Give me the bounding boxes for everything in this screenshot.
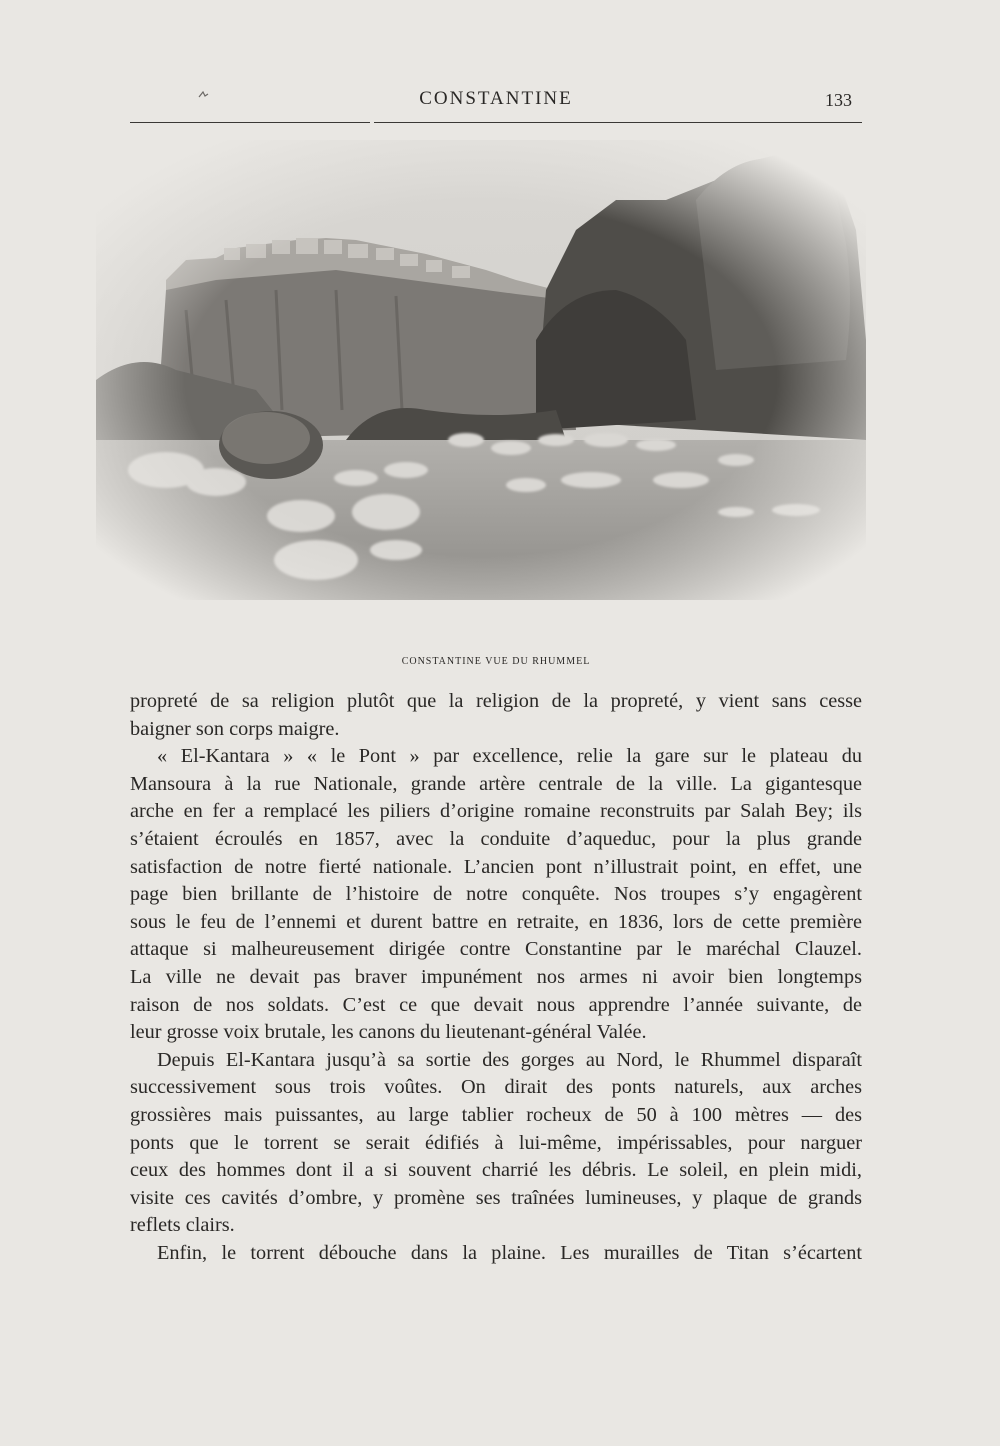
text-line: s’étaient écroulés en 1857, avec la conduite d’aqueduc, pour la plus grande	[130, 827, 862, 850]
text-line: ponts que le torrent se serait édifiés à lui-même, impérissables, pour narguer	[130, 1131, 862, 1154]
text-line: baigner son corps maigre.	[130, 717, 340, 740]
text-line: successivement sous trois voûtes. On dirait des ponts naturels, aux arches	[130, 1076, 862, 1099]
photograph-constantine-rhummel	[96, 140, 866, 600]
text-line: attaque si malheureusement dirigée contre Constantine par le maréchal Clauzel.	[130, 938, 862, 961]
text-line: Enfin, le torrent débouche dans la plaine. Les murailles de Titan s’écartent	[157, 1241, 862, 1264]
text-line: satisfaction de notre fierté nationale. L’ancien pont n’illustrait point, en effet, une	[130, 855, 862, 878]
text-line: raison de nos soldats. C’est ce que devait nous apprendre l’année suivante, de	[130, 993, 862, 1016]
text-line: reflets clairs.	[130, 1214, 235, 1237]
header-rule-left	[130, 122, 370, 123]
figure-caption: CONSTANTINE VUE DU RHUMMEL	[401, 656, 591, 667]
text-line: grossières mais puissantes, au large tablier rocheux de 50 à 100 mètres — des	[130, 1103, 862, 1126]
header-rule-right	[374, 122, 862, 123]
text-line: page bien brillante de l’histoire de notre conquête. Nos troupes s’y engagèrent	[130, 883, 862, 906]
text-line: sous le feu de l’ennemi et durent battre en retraite, en 1836, lors de cette première	[130, 910, 862, 933]
body-text	[130, 688, 862, 1267]
text-line: arche en fer a remplacé les piliers d’origine romaine reconstruits par Salah Bey; ils	[130, 800, 862, 823]
text-line: Depuis El-Kantara jusqu’à sa sortie des gorges au Nord, le Rhummel disparaît	[157, 1048, 862, 1071]
running-title: CONSTANTINE	[419, 88, 573, 109]
running-head	[130, 86, 862, 116]
text-line: La ville ne devait pas braver impunément nos armes ni avoir bien longtemps	[130, 965, 862, 988]
text-line: « El-Kantara » « le Pont » par excellence, relie la gare sur le plateau du	[157, 745, 862, 768]
text-line: visite ces cavités d’ombre, y promène ses traînées lumineuses, y plaque de grands	[130, 1186, 862, 1209]
text-line: ceux des hommes dont il a si souvent charrié les débris. Le soleil, en plein midi,	[130, 1159, 862, 1182]
page-number: 133	[825, 90, 852, 110]
text-line: propreté de sa religion plutôt que la religion de la propreté, y vient sans cesse	[130, 690, 862, 712]
text-line: leur grosse voix brutale, les canons du lieutenant-général Valée.	[130, 1021, 647, 1044]
text-line: Mansoura à la rue Nationale, grande artère centrale de la ville. La gigantesque	[130, 772, 862, 795]
